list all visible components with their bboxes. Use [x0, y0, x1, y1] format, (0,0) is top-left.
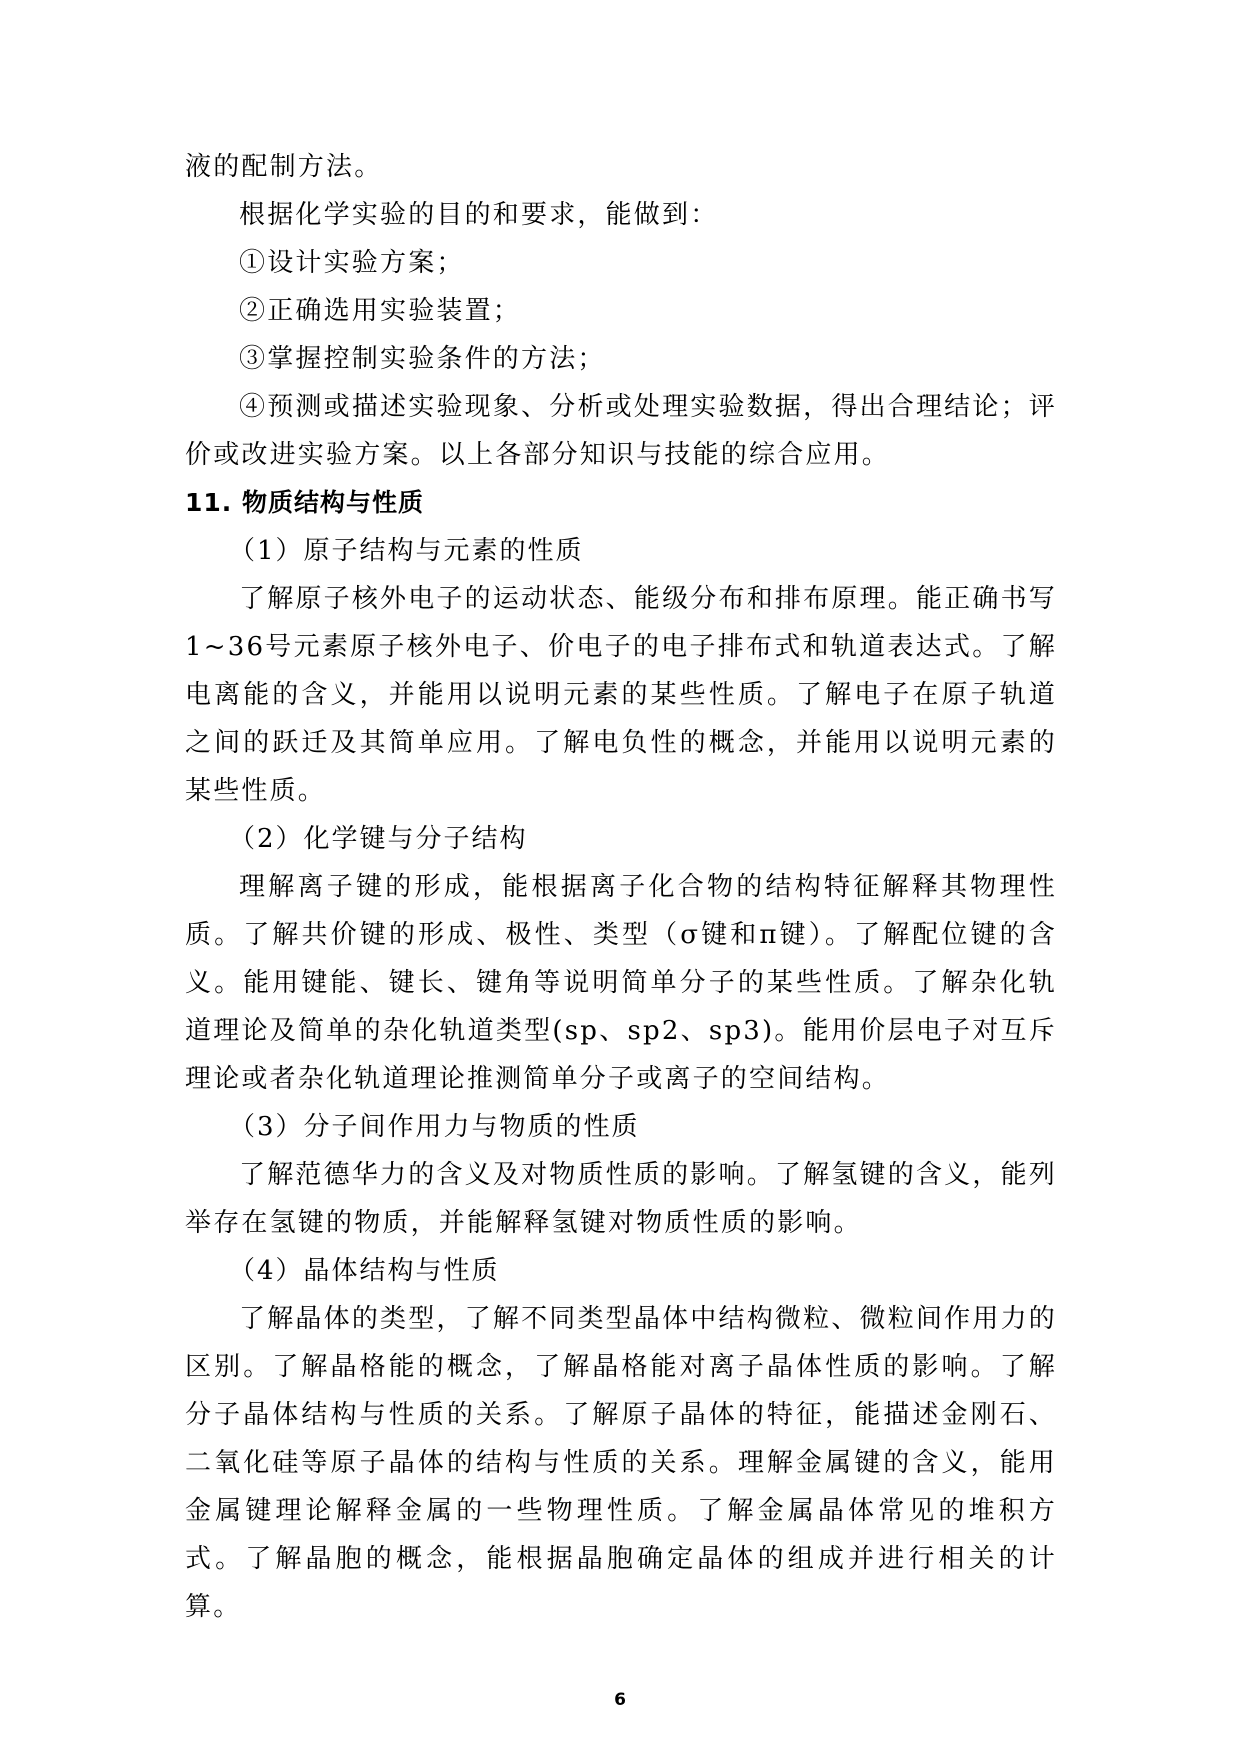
section-title: 11. 物质结构与性质 [185, 488, 424, 517]
subsection-heading: （2）化学键与分子结构 [229, 824, 528, 854]
list-item: ④预测或描述实验现象、分析或处理实验数据，得出合理结论；评价或改进实验方案。以上各部分知识与技能的综合应用。 [185, 392, 1057, 470]
subsection-heading: （4）晶体结构与性质 [229, 1256, 500, 1286]
continuation-line: 液的配制方法。 [185, 152, 383, 182]
list-item: ①设计实验方案； [239, 248, 465, 278]
document-page [185, 143, 1057, 1631]
subsection-heading: （3）分子间作用力与物质的性质 [229, 1112, 640, 1142]
list-item: ③掌握控制实验条件的方法； [239, 344, 606, 374]
lead-line: 根据化学实验的目的和要求，能做到： [239, 200, 719, 230]
subsection-body: 了解晶体的类型，了解不同类型晶体中结构微粒、微粒间作用力的区别。了解晶格能的概念，了解晶格能对离子晶体性质的影响。了解分子晶体结构与性质的关系。了解原子晶体的特征，能描述金刚石、二氧化硅等原子晶体的结构与性质的关系。理解金属键的含义，能用金属键理论解释金属的一些物理性质。了解金属晶体常见的堆积方式。了解晶胞的概念，能根据晶胞确定晶体的组成并进行相关的计算。 [185, 1304, 1057, 1622]
subsection-heading: （1）原子结构与元素的性质 [229, 536, 584, 566]
subsection-body: 理解离子键的形成，能根据离子化合物的结构特征解释其物理性质。了解共价键的形成、极性、类型（σ键和π键）。了解配位键的含义。能用键能、键长、键角等说明简单分子的某些性质。了解杂化轨道理论及简单的杂化轨道类型(sp、sp2、sp3)。能用价层电子对互斥理论或者杂化轨道理论推测简单分子或离子的空间结构。 [185, 872, 1057, 1094]
subsection-body: 了解范德华力的含义及对物质性质的影响。了解氢键的含义，能列举存在氢键的物质，并能解释氢键对物质性质的影响。 [185, 1160, 1057, 1238]
list-item: ②正确选用实验装置； [239, 296, 522, 326]
subsection-body: 了解原子核外电子的运动状态、能级分布和排布原理。能正确书写1~36号元素原子核外电子、价电子的电子排布式和轨道表达式。了解电离能的含义，并能用以说明元素的某些性质。了解电子在原子轨道之间的跃迁及其简单应用。了解电负性的概念，并能用以说明元素的某些性质。 [185, 584, 1057, 806]
page-number: 6 [614, 1690, 626, 1710]
